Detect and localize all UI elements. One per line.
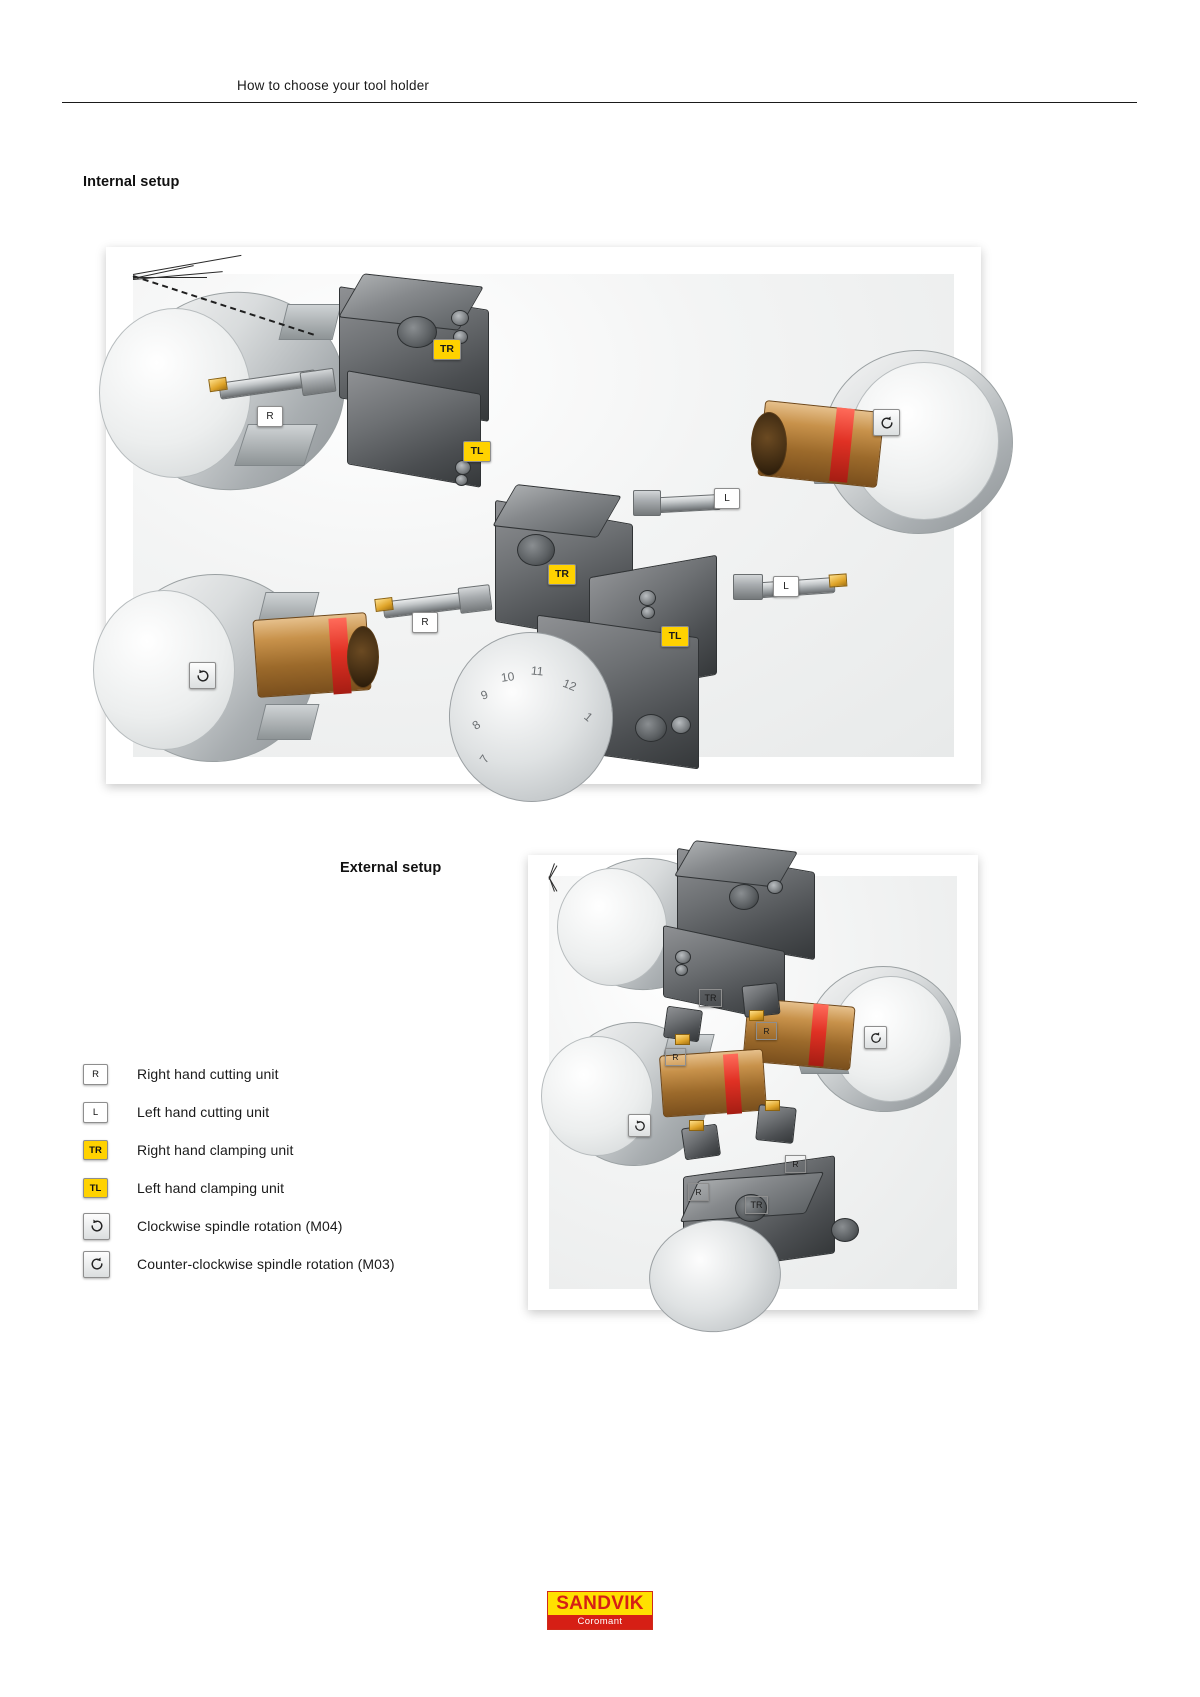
turret-pin-hole — [639, 590, 656, 606]
tag-clamping-right: TR — [699, 989, 722, 1007]
insert-lower-right — [765, 1100, 780, 1111]
legend-symbol — [83, 1213, 129, 1240]
tag-cutting-right: R — [412, 612, 438, 633]
insert-upper-left — [208, 377, 228, 392]
turret-pin-hole — [451, 310, 469, 326]
turret-bore — [397, 316, 437, 348]
insert-lower-left — [374, 597, 393, 612]
legend-label: Clockwise spindle rotation (M04) — [137, 1218, 343, 1234]
turret-bore — [517, 534, 555, 566]
legend-item-right-hand-clamping-unit — [83, 1131, 513, 1169]
internal-setup-figure — [106, 247, 981, 784]
insert-upper-left — [675, 1034, 690, 1045]
legend-label: Right hand clamping unit — [137, 1142, 294, 1158]
legend-symbol — [83, 1064, 129, 1085]
turret-bore — [729, 884, 759, 910]
external-setup-title: External setup — [340, 860, 442, 876]
turret-pin-hole — [671, 716, 691, 734]
boring-bar-coupling — [299, 368, 336, 396]
header-divider — [62, 102, 1137, 103]
cutting-unit-left-icon: L — [83, 1102, 108, 1123]
leader-line — [133, 255, 242, 275]
legend-label: Right hand cutting unit — [137, 1066, 279, 1082]
legend-item-counter-clockwise-rotation — [83, 1245, 513, 1283]
tag-clamping-left: TL — [661, 626, 689, 647]
turret-pin-hole — [635, 714, 667, 742]
legend — [83, 1055, 513, 1283]
legend-item-left-hand-cutting-unit — [83, 1093, 513, 1131]
header-title: How to choose your tool holder — [237, 78, 430, 93]
legend-item-clockwise-rotation — [83, 1207, 513, 1245]
turret-pin-hole — [675, 950, 691, 964]
chuck-top-face — [557, 868, 667, 986]
legend-symbol — [83, 1102, 129, 1123]
legend-label: Left hand cutting unit — [137, 1104, 270, 1120]
boring-bar-coupling — [633, 490, 661, 516]
clamping-unit-right-icon: TR — [83, 1140, 108, 1160]
tag-cutting-right: R — [756, 1022, 777, 1040]
turret-pin-hole — [831, 1218, 859, 1242]
legend-symbol — [83, 1251, 129, 1278]
external-setup-illustration — [549, 876, 957, 1289]
tag-clamping-right: TR — [548, 564, 576, 585]
legend-symbol — [83, 1178, 129, 1198]
legend-item-left-hand-clamping-unit — [83, 1169, 513, 1207]
external-setup-figure — [528, 855, 978, 1310]
tag-cutting-right: R — [257, 406, 283, 427]
insert-upper-right — [749, 1010, 764, 1021]
chuck-left-face — [541, 1036, 653, 1156]
ccw-rotation-icon — [873, 409, 900, 436]
turret-pin-hole — [641, 606, 655, 619]
tag-cutting-left: L — [773, 576, 799, 597]
clamping-unit-left-icon: TL — [83, 1178, 108, 1198]
cutting-unit-right-icon: R — [83, 1064, 108, 1085]
bar-bore — [751, 412, 787, 476]
legend-label: Counter-clockwise spindle rotation (M03) — [137, 1256, 395, 1272]
tag-cutting-left: L — [714, 488, 740, 509]
chuck-jaw — [234, 424, 318, 466]
ccw-rotation-icon — [83, 1251, 110, 1278]
page-header — [62, 78, 1137, 103]
turret-pin-hole — [675, 964, 688, 976]
cw-rotation-icon — [189, 662, 216, 689]
chuck-jaw — [257, 704, 320, 740]
boring-bar-coupling — [458, 584, 493, 614]
ccw-rotation-icon — [864, 1026, 887, 1049]
cw-rotation-icon — [83, 1213, 110, 1240]
turret-pin-hole — [767, 880, 783, 894]
insert-lower-left — [689, 1120, 704, 1131]
turret-pin-hole — [455, 474, 468, 486]
tag-cutting-right: R — [688, 1183, 709, 1201]
boring-bar-coupling — [733, 574, 763, 600]
brand-subname: Coromant — [548, 1615, 652, 1629]
bar-bore — [347, 626, 379, 688]
index-disc-numbers: 7 8 9 10 11 12 1 — [469, 663, 596, 766]
internal-setup-title: Internal setup — [83, 174, 180, 190]
legend-symbol — [83, 1140, 129, 1160]
tag-clamping-right: TR — [745, 1196, 768, 1214]
brand-name: SANDVIK — [556, 1593, 644, 1614]
legend-label: Left hand clamping unit — [137, 1180, 285, 1196]
internal-setup-illustration — [133, 274, 954, 766]
tag-cutting-right: R — [665, 1048, 686, 1066]
legend-item-right-hand-cutting-unit — [83, 1055, 513, 1093]
cw-rotation-icon — [628, 1114, 651, 1137]
sandvik-coromant-logo — [547, 1591, 653, 1630]
tag-cutting-right: R — [785, 1155, 806, 1173]
tag-clamping-right: TR — [433, 339, 461, 360]
turret-pin-hole — [455, 460, 471, 475]
insert-lower-right — [829, 573, 848, 587]
tag-clamping-left: TL — [463, 441, 491, 462]
